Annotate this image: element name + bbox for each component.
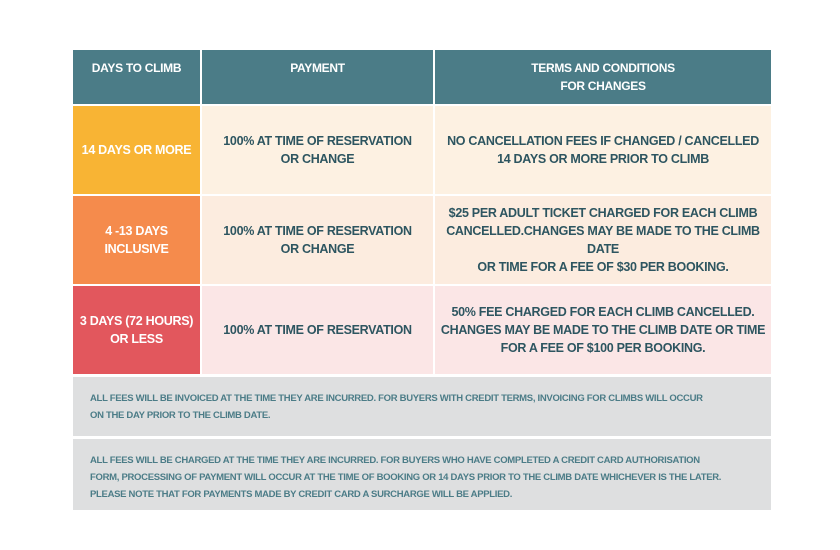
table-row bbox=[73, 106, 771, 194]
terms-cell: NO CANCELLATION FEES IF CHANGED / CANCELLED 14 DAYS OR MORE PRIOR TO CLIMB bbox=[435, 106, 771, 194]
payment-note: ALL FEES WILL BE CHARGED AT THE TIME THEY ARE INCURRED. FOR BUYERS WHO HAVE COMPLETED A CREDIT CARD AUTHORISATION FORM, PROCESSING OF PAYMENT WILL OCCUR AT THE TIME OF BOOKING OR 14 DAYS PRIOR TO THE CLIMB DATE WHICHEVER IS THE LATER. PLEASE NOTE THAT FOR PAYMENTS MADE BY CREDIT CARD A SURCHARGE WILL BE APPLIED. bbox=[73, 439, 771, 510]
table-row bbox=[73, 286, 771, 374]
table-header-row bbox=[73, 50, 771, 104]
terms-cell: $25 PER ADULT TICKET CHARGED FOR EACH CLIMB CANCELLED.CHANGES MAY BE MADE TO THE CLIMB DATE OR TIME FOR A FEE OF $30 PER BOOKING. bbox=[435, 196, 771, 284]
header-terms: TERMS AND CONDITIONS FOR CHANGES bbox=[435, 50, 771, 104]
payment-cell: 100% AT TIME OF RESERVATION OR CHANGE bbox=[202, 106, 433, 194]
days-cell: 14 DAYS OR MORE bbox=[73, 106, 200, 194]
payment-cell: 100% AT TIME OF RESERVATION OR CHANGE bbox=[202, 196, 433, 284]
terms-cell: 50% FEE CHARGED FOR EACH CLIMB CANCELLED. CHANGES MAY BE MADE TO THE CLIMB DATE OR TIME FOR A FEE OF $100 PER BOOKING. bbox=[435, 286, 771, 374]
invoice-note: ALL FEES WILL BE INVOICED AT THE TIME THEY ARE INCURRED. FOR BUYERS WITH CREDIT TERMS, INVOICING FOR CLIMBS WILL OCCUR ON THE DAY PRIOR TO THE CLIMB DATE. bbox=[73, 377, 771, 436]
days-cell: 4 -13 DAYS INCLUSIVE bbox=[73, 196, 200, 284]
cancellation-policy-table bbox=[73, 50, 771, 510]
payment-cell: 100% AT TIME OF RESERVATION bbox=[202, 286, 433, 374]
header-days-to-climb: DAYS TO CLIMB bbox=[73, 50, 200, 104]
header-payment: PAYMENT bbox=[202, 50, 433, 104]
days-cell: 3 DAYS (72 HOURS) OR LESS bbox=[73, 286, 200, 374]
table-row bbox=[73, 196, 771, 284]
